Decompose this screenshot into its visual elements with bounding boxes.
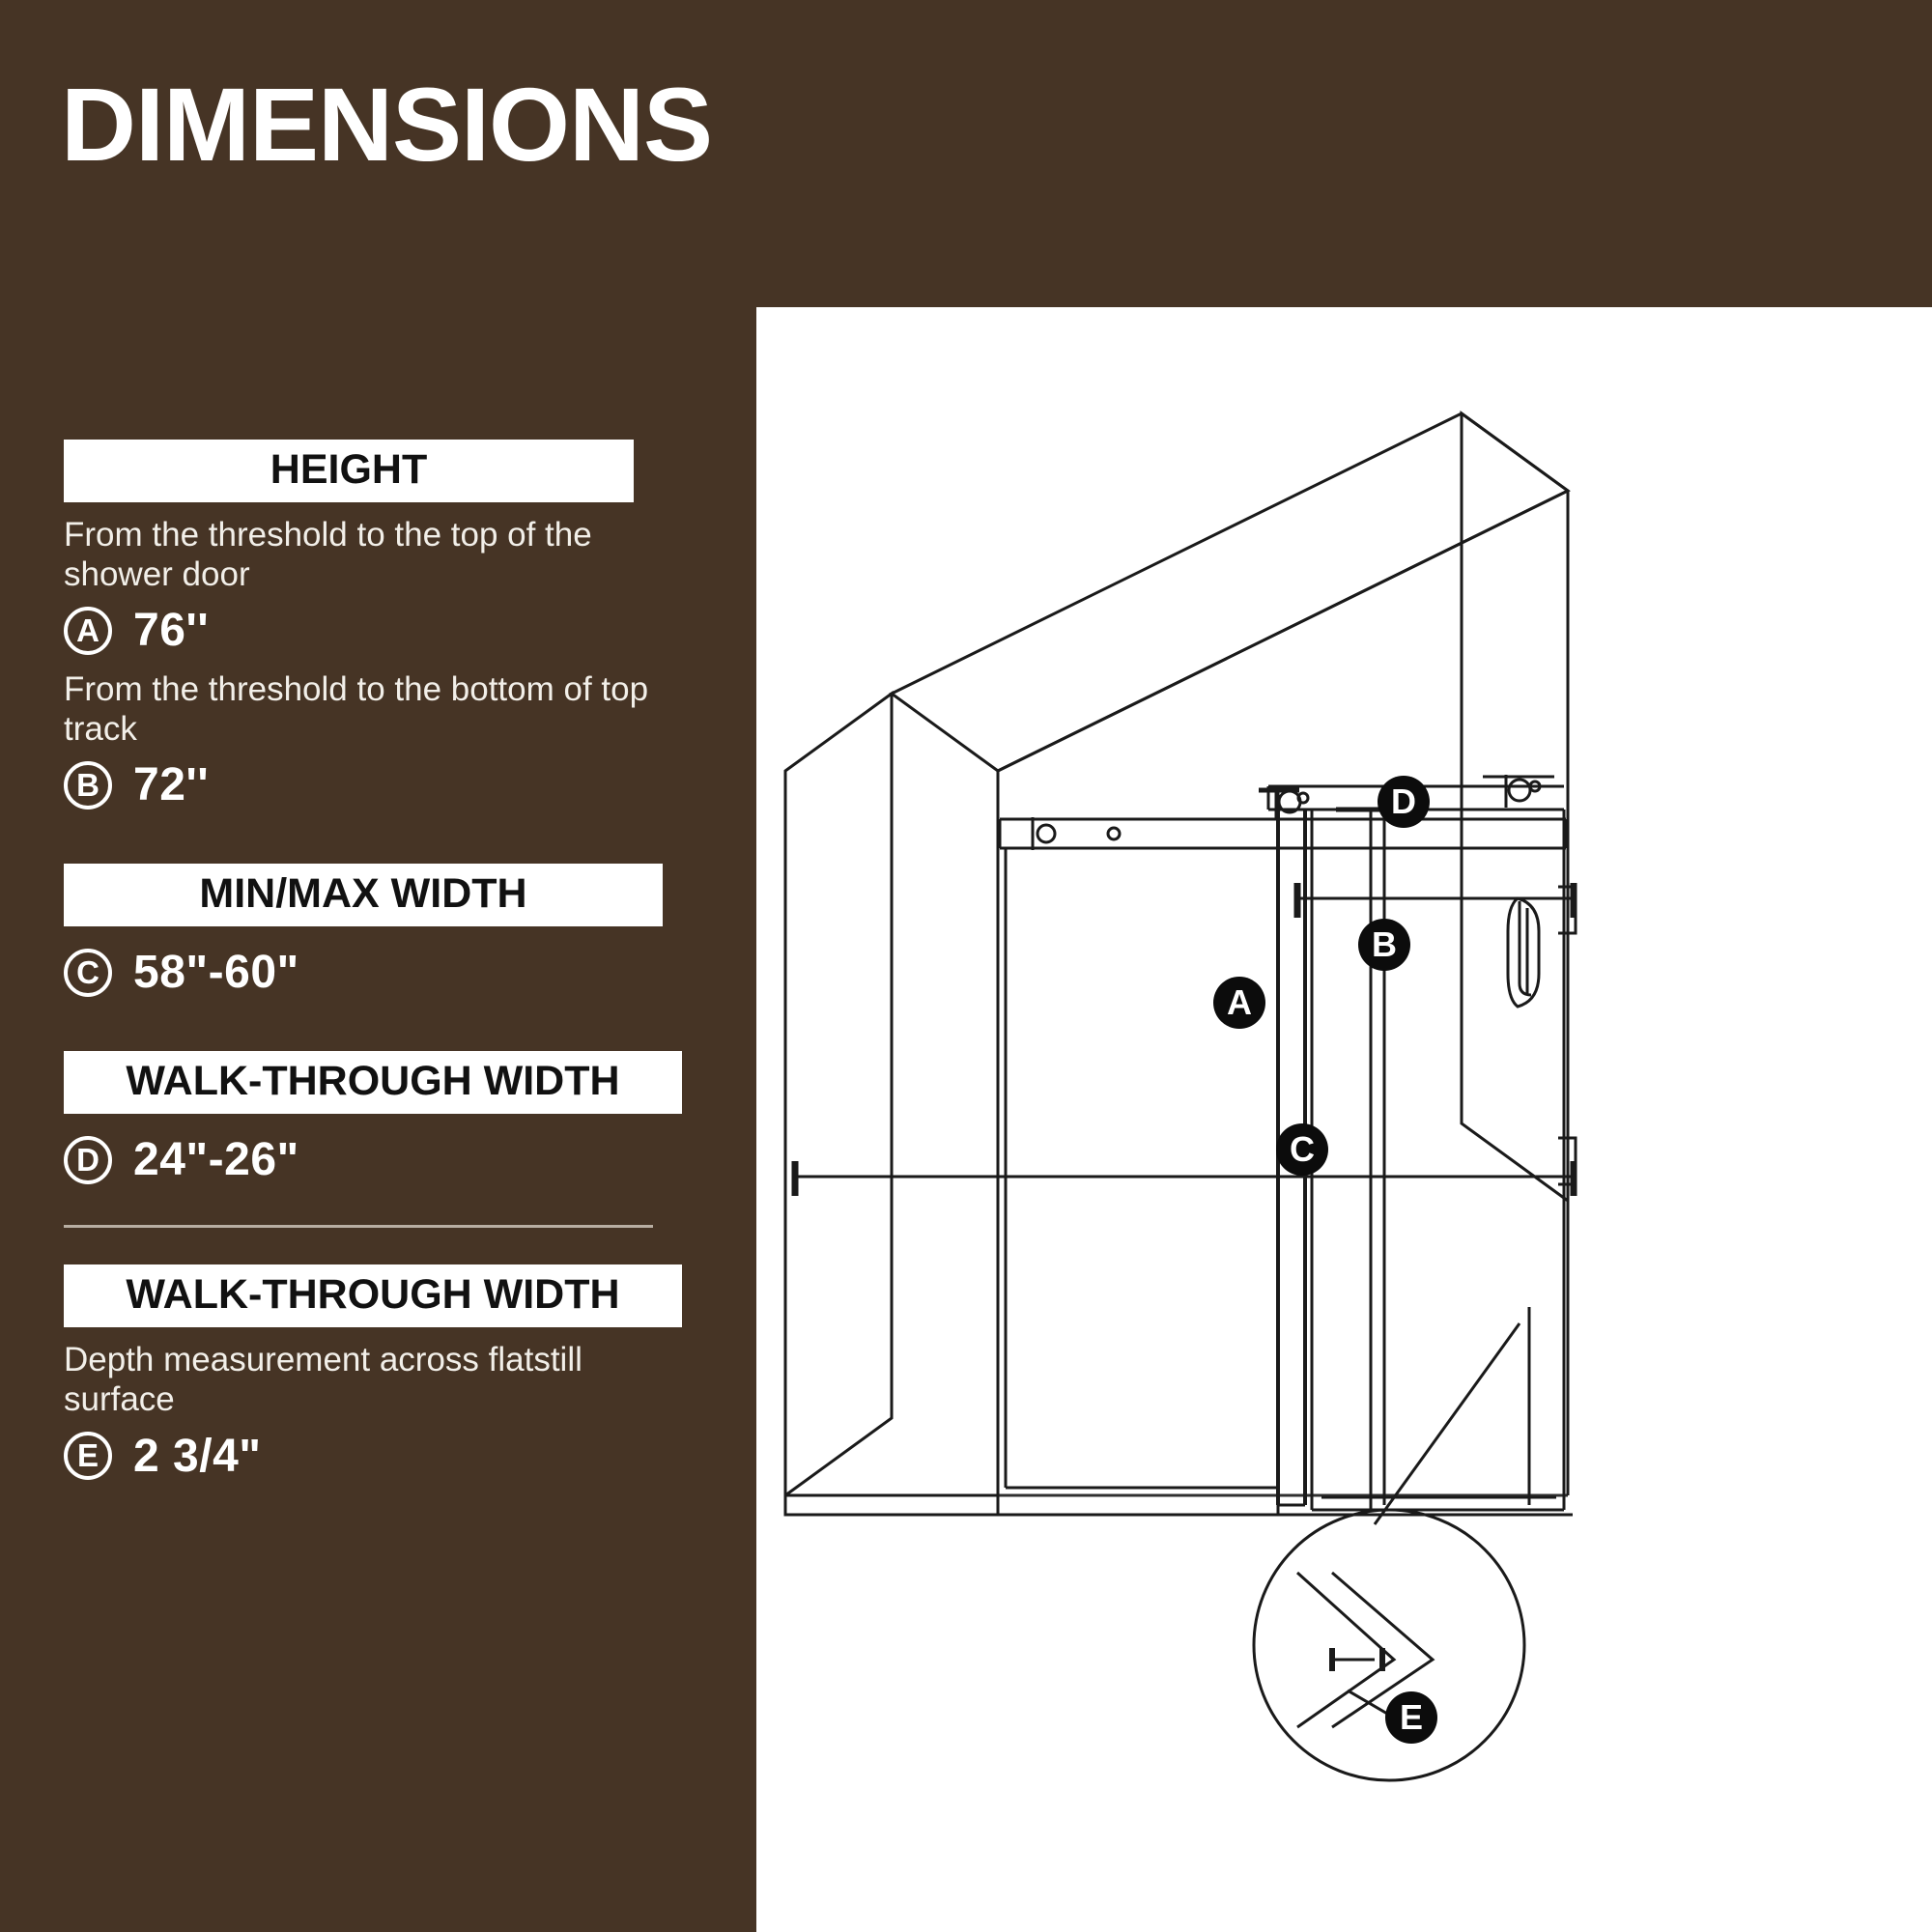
measure-row-b <box>64 758 692 811</box>
entry-description-a: From the threshold to the top of the shower door <box>64 516 592 593</box>
entry-description-e: Depth measurement across flatstill surface <box>64 1341 582 1418</box>
section-divider <box>64 1225 653 1228</box>
right-wall-top <box>1462 413 1568 1201</box>
measure-value-c: 58"-60" <box>133 947 299 999</box>
section-heading-height: HEIGHT <box>64 440 634 502</box>
left-wall <box>785 694 892 1495</box>
measure-value-e: 2 3/4" <box>133 1430 262 1482</box>
measure-row-e <box>64 1430 692 1483</box>
badge-a: A <box>64 607 112 655</box>
callout-b <box>1358 919 1410 971</box>
roller-right <box>1509 780 1530 801</box>
svg-text:A: A <box>1227 982 1252 1022</box>
detail-circle <box>1254 1510 1524 1780</box>
svg-text:D: D <box>1391 781 1416 821</box>
measure-value-d: 24"-26" <box>133 1134 299 1186</box>
measure-value-b: 72'' <box>133 759 210 811</box>
measure-row-a <box>64 604 692 657</box>
measure-row-c <box>64 946 692 999</box>
svg-text:E: E <box>1399 1697 1424 1737</box>
svg-text:C: C <box>1290 1129 1315 1169</box>
door-handle <box>1508 898 1539 1007</box>
callout-e <box>1385 1691 1437 1744</box>
badge-d: D <box>64 1136 112 1184</box>
badge-c: C <box>64 949 112 997</box>
badge-b: B <box>64 761 112 810</box>
callout-c <box>1276 1123 1328 1176</box>
badge-e: E <box>64 1432 112 1480</box>
measure-value-a: 76'' <box>133 605 210 657</box>
callout-d <box>1378 776 1430 828</box>
page-title: DIMENSIONS <box>61 66 713 183</box>
roller-left <box>1037 825 1055 842</box>
measure-row-d <box>64 1133 692 1186</box>
callout-a <box>1213 977 1265 1029</box>
section-heading-minmax-width: MIN/MAX WIDTH <box>64 864 663 926</box>
dimensions-list <box>64 440 692 1492</box>
shower-door-diagram <box>756 307 1932 1932</box>
section-heading-walkthrough-width: WALK-THROUGH WIDTH <box>64 1051 682 1114</box>
ceiling-slab <box>892 413 1568 771</box>
svg-text:B: B <box>1372 924 1397 964</box>
entry-description-b: From the threshold to the bottom of top track <box>64 670 649 748</box>
section-heading-walkthrough-width-depth: WALK-THROUGH WIDTH <box>64 1264 682 1327</box>
